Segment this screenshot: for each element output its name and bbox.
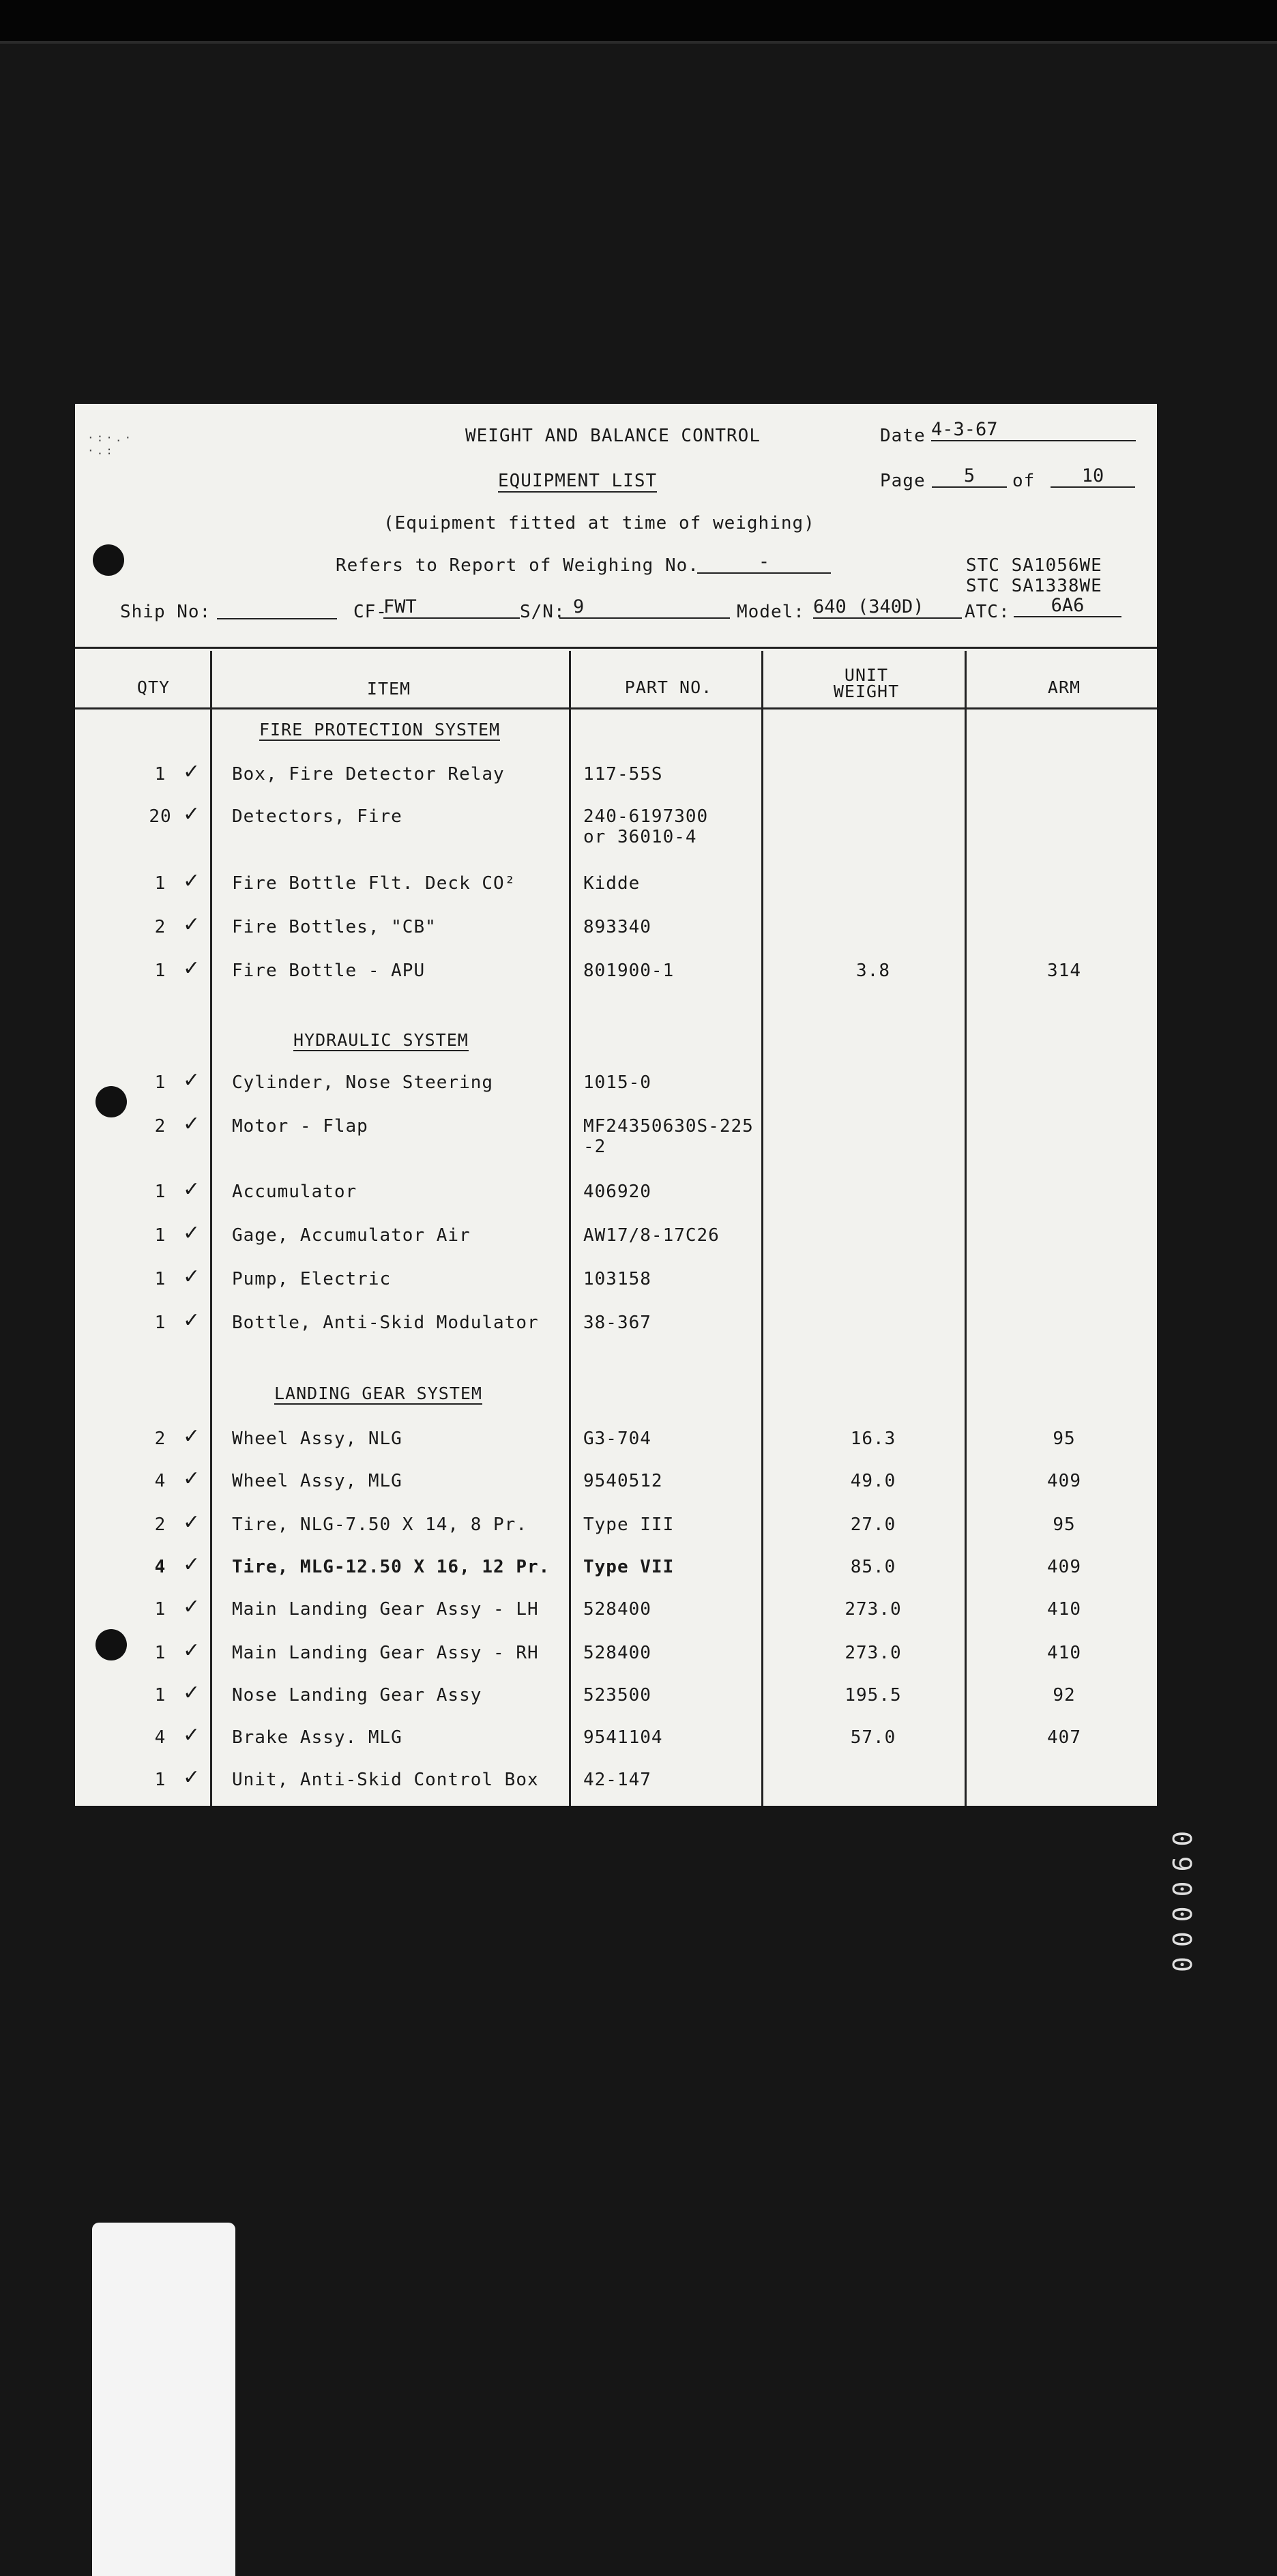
cf-label: CF- [353,602,387,622]
part-cell: 406920 [583,1182,651,1202]
table-top-rule [75,647,1157,649]
table-row [75,1595,1157,1626]
col-header-weight [798,667,935,700]
item-cell: Fire Bottles, "CB" [232,917,437,937]
item-cell: Unit, Anti-Skid Control Box [232,1770,539,1790]
item-cell: Tire, NLG-7.50 X 14, 8 Pr. [232,1514,527,1535]
table-row [75,1068,1157,1100]
table-row [75,760,1157,791]
table-row [75,1112,1157,1157]
section-title-hydraulic: HYDRAULIC SYSTEM [293,1030,469,1050]
item-cell: Tire, MLG-12.50 X 16, 12 Pr. [232,1557,551,1577]
arm-cell: 410 [1047,1599,1081,1620]
part-cell: Type VII [583,1557,675,1577]
qty-cell: 4 [154,1727,166,1748]
item-cell: Main Landing Gear Assy - LH [232,1599,539,1620]
qty-cell: 4 [154,1557,166,1577]
item-cell: Detectors, Fire [232,806,402,827]
table-row [75,1681,1157,1712]
qty-cell: 1 [154,1269,166,1289]
weight-cell: 85.0 [850,1557,896,1577]
check-mark-icon: ✓ [183,1308,201,1332]
col-header-arm: ARM [1047,677,1081,697]
fitted-note: (Equipment fitted at time of weighing) [383,513,815,533]
table-row [75,1424,1157,1456]
part-cell: 42-147 [583,1770,651,1790]
check-mark-icon: ✓ [183,1766,201,1789]
atc-value: 6A6 [1014,595,1121,617]
qty-cell: 1 [154,961,166,981]
ship-value [217,598,337,619]
part-cell: 528400 [583,1599,651,1620]
item-cell: Accumulator [232,1182,357,1202]
table-row [75,1639,1157,1670]
arm-cell: 409 [1047,1471,1081,1491]
date-label: Date [880,426,926,446]
part-cell: 9541104 [583,1727,663,1748]
part-cell: MF24350630S-225-2 [583,1116,754,1157]
page-value: 5 [932,465,1007,488]
arm-cell: 410 [1047,1643,1081,1663]
part-cell: Type III [583,1514,675,1535]
qty-cell: 2 [154,1429,166,1449]
weight-cell: 273.0 [845,1643,902,1663]
table-row [75,802,1157,847]
qty-cell: 1 [154,1599,166,1620]
film-edge-line [0,41,1277,44]
qty-cell: 1 [154,764,166,785]
check-mark-icon: ✓ [183,1221,201,1245]
qty-cell: 1 [154,1313,166,1333]
qty-cell: 20 [149,806,172,827]
col-header-weight-line1: UNIT [844,665,889,685]
check-mark-icon: ✓ [183,1265,201,1289]
item-cell: Gage, Accumulator Air [232,1225,471,1246]
table-row [75,1177,1157,1209]
check-mark-icon: ✓ [183,802,201,826]
table-row [75,1308,1157,1340]
film-top-border [0,0,1277,41]
film-frame-number: 000060 [1168,1821,1198,1972]
table-row [75,1265,1157,1296]
of-label: of [1012,471,1036,491]
check-mark-icon: ✓ [183,1467,201,1491]
item-cell: Main Landing Gear Assy - RH [232,1643,539,1663]
arm-cell: 409 [1047,1557,1081,1577]
part-cell: 523500 [583,1685,651,1706]
item-cell: Fire Bottle - APU [232,961,426,981]
table-row [75,1723,1157,1755]
table-row [75,1221,1157,1253]
check-mark-icon: ✓ [183,760,201,784]
doc-subtitle [498,471,657,493]
qty-cell: 2 [154,917,166,937]
stc-number-2: STC SA1338WE [966,576,1102,596]
table-header-rule [75,707,1157,709]
check-mark-icon: ✓ [183,1510,201,1534]
check-mark-icon: ✓ [183,869,201,893]
weight-cell: 57.0 [850,1727,896,1748]
of-value: 10 [1051,465,1135,488]
item-cell: Wheel Assy, NLG [232,1429,402,1449]
check-mark-icon: ✓ [183,956,201,980]
part-cell: 38-367 [583,1313,651,1333]
check-mark-icon: ✓ [183,1723,201,1747]
check-mark-icon: ✓ [183,1681,201,1705]
check-mark-icon: ✓ [183,1068,201,1092]
part-cell: 117-55S [583,764,663,785]
model-value: 640 (340D) [813,596,962,619]
atc-label: ATC: [965,602,1010,622]
qty-cell: 1 [154,1182,166,1202]
arm-cell: 95 [1053,1429,1076,1449]
item-cell: Box, Fire Detector Relay [232,764,505,785]
part-cell: 801900-1 [583,961,675,981]
item-cell: Fire Bottle Flt. Deck CO² [232,873,516,894]
section-title-fire: FIRE PROTECTION SYSTEM [259,720,501,740]
refers-value: - [697,551,831,574]
col-header-item: ITEM [366,679,411,699]
item-cell: Brake Assy. MLG [232,1727,402,1748]
part-cell: 103158 [583,1269,651,1289]
item-cell: Pump, Electric [232,1269,392,1289]
qty-cell: 1 [154,1770,166,1790]
section-title-landing-gear: LANDING GEAR SYSTEM [274,1384,482,1403]
equipment-list-sheet [75,404,1157,1806]
col-header-qty: QTY [136,677,171,697]
qty-cell: 1 [154,1685,166,1706]
date-value: 4-3-67 [931,419,1136,441]
paper-specks: ·:·.· ·.: [87,431,134,457]
sn-label: S/N: [520,602,566,622]
doc-subtitle-text: EQUIPMENT LIST [498,471,658,491]
model-label: Model: [737,602,805,622]
check-mark-icon: ✓ [183,913,201,937]
table-row [75,1510,1157,1542]
check-mark-icon: ✓ [183,1112,201,1136]
page-label: Page [880,471,926,491]
weight-cell: 195.5 [845,1685,902,1706]
qty-cell: 1 [154,873,166,894]
ship-label: Ship No: [120,602,211,622]
part-cell: G3-704 [583,1429,651,1449]
qty-cell: 4 [154,1471,166,1491]
item-cell: Nose Landing Gear Assy [232,1685,482,1706]
refers-label: Refers to Report of Weighing No. [336,555,699,576]
arm-cell: 95 [1053,1514,1076,1535]
qty-cell: 2 [154,1514,166,1535]
qty-cell: 2 [154,1116,166,1137]
part-cell: 9540512 [583,1471,663,1491]
film-leader-tab [92,2223,235,2576]
table-row [75,1766,1157,1797]
stc-number-1: STC SA1056WE [966,555,1102,576]
punch-hole-1 [93,544,124,576]
weight-cell: 16.3 [850,1429,896,1449]
weight-cell: 27.0 [850,1514,896,1535]
check-mark-icon: ✓ [183,1424,201,1448]
item-cell: Cylinder, Nose Steering [232,1072,494,1093]
table-row [75,1553,1157,1584]
part-cell: 240-6197300 or 36010-4 [583,806,709,847]
table-row [75,913,1157,944]
item-cell: Motor - Flap [232,1116,368,1137]
part-cell: Kidde [583,873,641,894]
check-mark-icon: ✓ [183,1595,201,1619]
col-header-part: PART NO. [624,677,713,697]
part-cell: 528400 [583,1643,651,1663]
table-row [75,956,1157,988]
weight-cell: 273.0 [845,1599,902,1620]
part-cell: 1015-0 [583,1072,651,1093]
item-cell: Wheel Assy, MLG [232,1471,402,1491]
arm-cell: 407 [1047,1727,1081,1748]
part-cell: AW17/8-17C26 [583,1225,720,1246]
arm-cell: 314 [1047,961,1081,981]
check-mark-icon: ✓ [183,1639,201,1663]
weight-cell: 49.0 [850,1471,896,1491]
doc-title: WEIGHT AND BALANCE CONTROL [465,426,761,446]
check-mark-icon: ✓ [183,1553,201,1577]
qty-cell: 1 [154,1643,166,1663]
table-row [75,869,1157,901]
col-header-weight-line2: WEIGHT [833,682,900,701]
cf-value: FWT [383,596,520,619]
weight-cell: 3.8 [856,961,890,981]
part-cell: 893340 [583,917,651,937]
qty-cell: 1 [154,1225,166,1246]
sn-value: 9 [559,596,730,619]
arm-cell: 92 [1053,1685,1076,1706]
check-mark-icon: ✓ [183,1177,201,1201]
table-row [75,1467,1157,1498]
qty-cell: 1 [154,1072,166,1093]
item-cell: Bottle, Anti-Skid Modulator [232,1313,539,1333]
